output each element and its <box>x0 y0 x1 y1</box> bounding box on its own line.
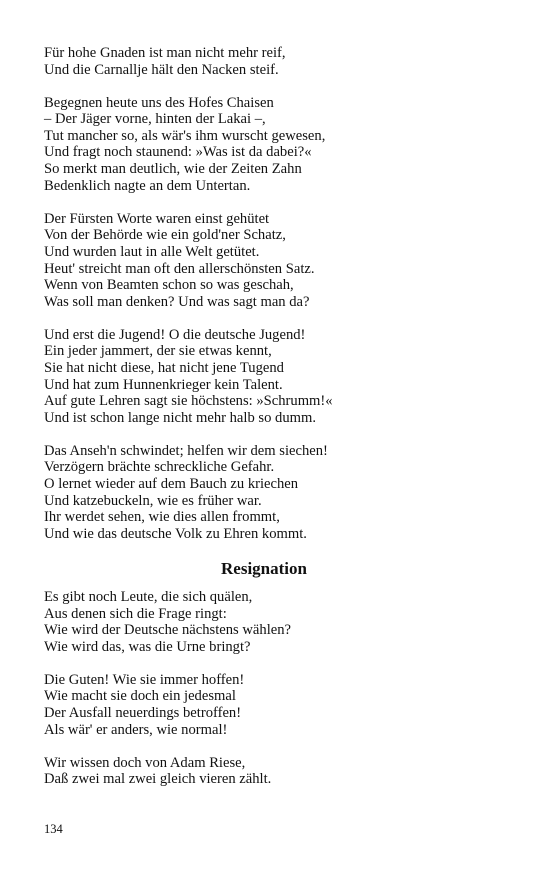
verse-line: Und wurden laut in alle Welt getütet. <box>44 243 260 260</box>
verse-line: Wie wird das, was die Urne bringt? <box>44 638 251 655</box>
verse-line: Das Anseh'n schwindet; helfen wir dem siechen! <box>44 442 328 459</box>
verse-line: Ihr werdet sehen, wie dies allen frommt, <box>44 509 280 526</box>
stanza <box>44 327 514 427</box>
verse-line: Wenn von Beamten schon so was geschah, <box>44 277 294 294</box>
verse-line: Es gibt noch Leute, die sich quälen, <box>44 588 253 605</box>
verse-line: Von der Behörde wie ein gold'ner Schatz, <box>44 227 286 244</box>
page-number: 134 <box>44 822 63 836</box>
verse-line: Und fragt noch staunend: »Was ist da dabei?« <box>44 144 312 161</box>
verse-line: Ein jeder jammert, der sie etwas kennt, <box>44 343 272 360</box>
stanza <box>44 211 514 311</box>
verse-line: Wie macht sie doch ein jedesmal <box>44 688 236 705</box>
poem-resignation <box>44 589 514 788</box>
verse-line: Und erst die Jugend! O die deutsche Jugend! <box>44 326 306 343</box>
verse-line: Der Ausfall neuerdings betroffen! <box>44 705 242 721</box>
stanza <box>44 95 514 195</box>
verse-line: Auf gute Lehren sagt sie höchstens: »Schrumm!« <box>44 393 333 410</box>
verse-line: Sie hat nicht diese, hat nicht jene Tugend <box>44 360 284 376</box>
stanza <box>44 755 514 788</box>
verse-line: Für hohe Gnaden ist man nicht mehr reif, <box>44 45 286 61</box>
stanza <box>44 45 514 78</box>
stanza <box>44 589 514 655</box>
verse-line: Heut' streicht man oft den allerschönsten Satz. <box>44 260 315 277</box>
verse-line: Und die Carnallje hält den Nacken steif. <box>44 61 279 78</box>
verse-line: Die Guten! Wie sie immer hoffen! <box>44 671 245 688</box>
verse-line: Tut mancher so, als wär's ihm wurscht gewesen, <box>44 127 326 144</box>
verse-line: Verzögern brächte schreckliche Gefahr. <box>44 459 275 476</box>
page-body <box>44 45 514 804</box>
verse-line: Aus denen sich die Frage ringt: <box>44 605 227 622</box>
verse-line: Wir wissen doch von Adam Riese, <box>44 754 246 771</box>
verse-line: Als wär' er anders, wie normal! <box>44 721 228 738</box>
verse-line: Und katzebuckeln, wie es früher war. <box>44 492 262 509</box>
stanza <box>44 672 514 738</box>
verse-line: Und hat zum Hunnenkrieger kein Talent. <box>44 376 283 393</box>
verse-line: Der Fürsten Worte waren einst gehütet <box>44 210 270 227</box>
verse-line: Und wie das deutsche Volk zu Ehren kommt. <box>44 525 307 542</box>
verse-line: Daß zwei mal zwei gleich vieren zählt. <box>44 771 272 788</box>
poem-continued <box>44 45 514 542</box>
verse-line: – Der Jäger vorne, hinten der Lakai –, <box>44 111 266 128</box>
verse-line: Und ist schon lange nicht mehr halb so dumm. <box>44 409 316 426</box>
verse-line: Bedenklich nagte an dem Untertan. <box>44 177 251 194</box>
poem-title: Resignation <box>221 558 307 578</box>
stanza <box>44 443 514 543</box>
verse-line: Wie wird der Deutsche nächstens wählen? <box>44 622 292 639</box>
verse-line: O lernet wieder auf dem Bauch zu kriechen <box>44 476 299 493</box>
verse-line: Begegnen heute uns des Hofes Chaisen <box>44 94 274 111</box>
verse-line: Was soll man denken? Und was sagt man da? <box>44 293 310 310</box>
verse-line: So merkt man deutlich, wie der Zeiten Zahn <box>44 161 302 178</box>
